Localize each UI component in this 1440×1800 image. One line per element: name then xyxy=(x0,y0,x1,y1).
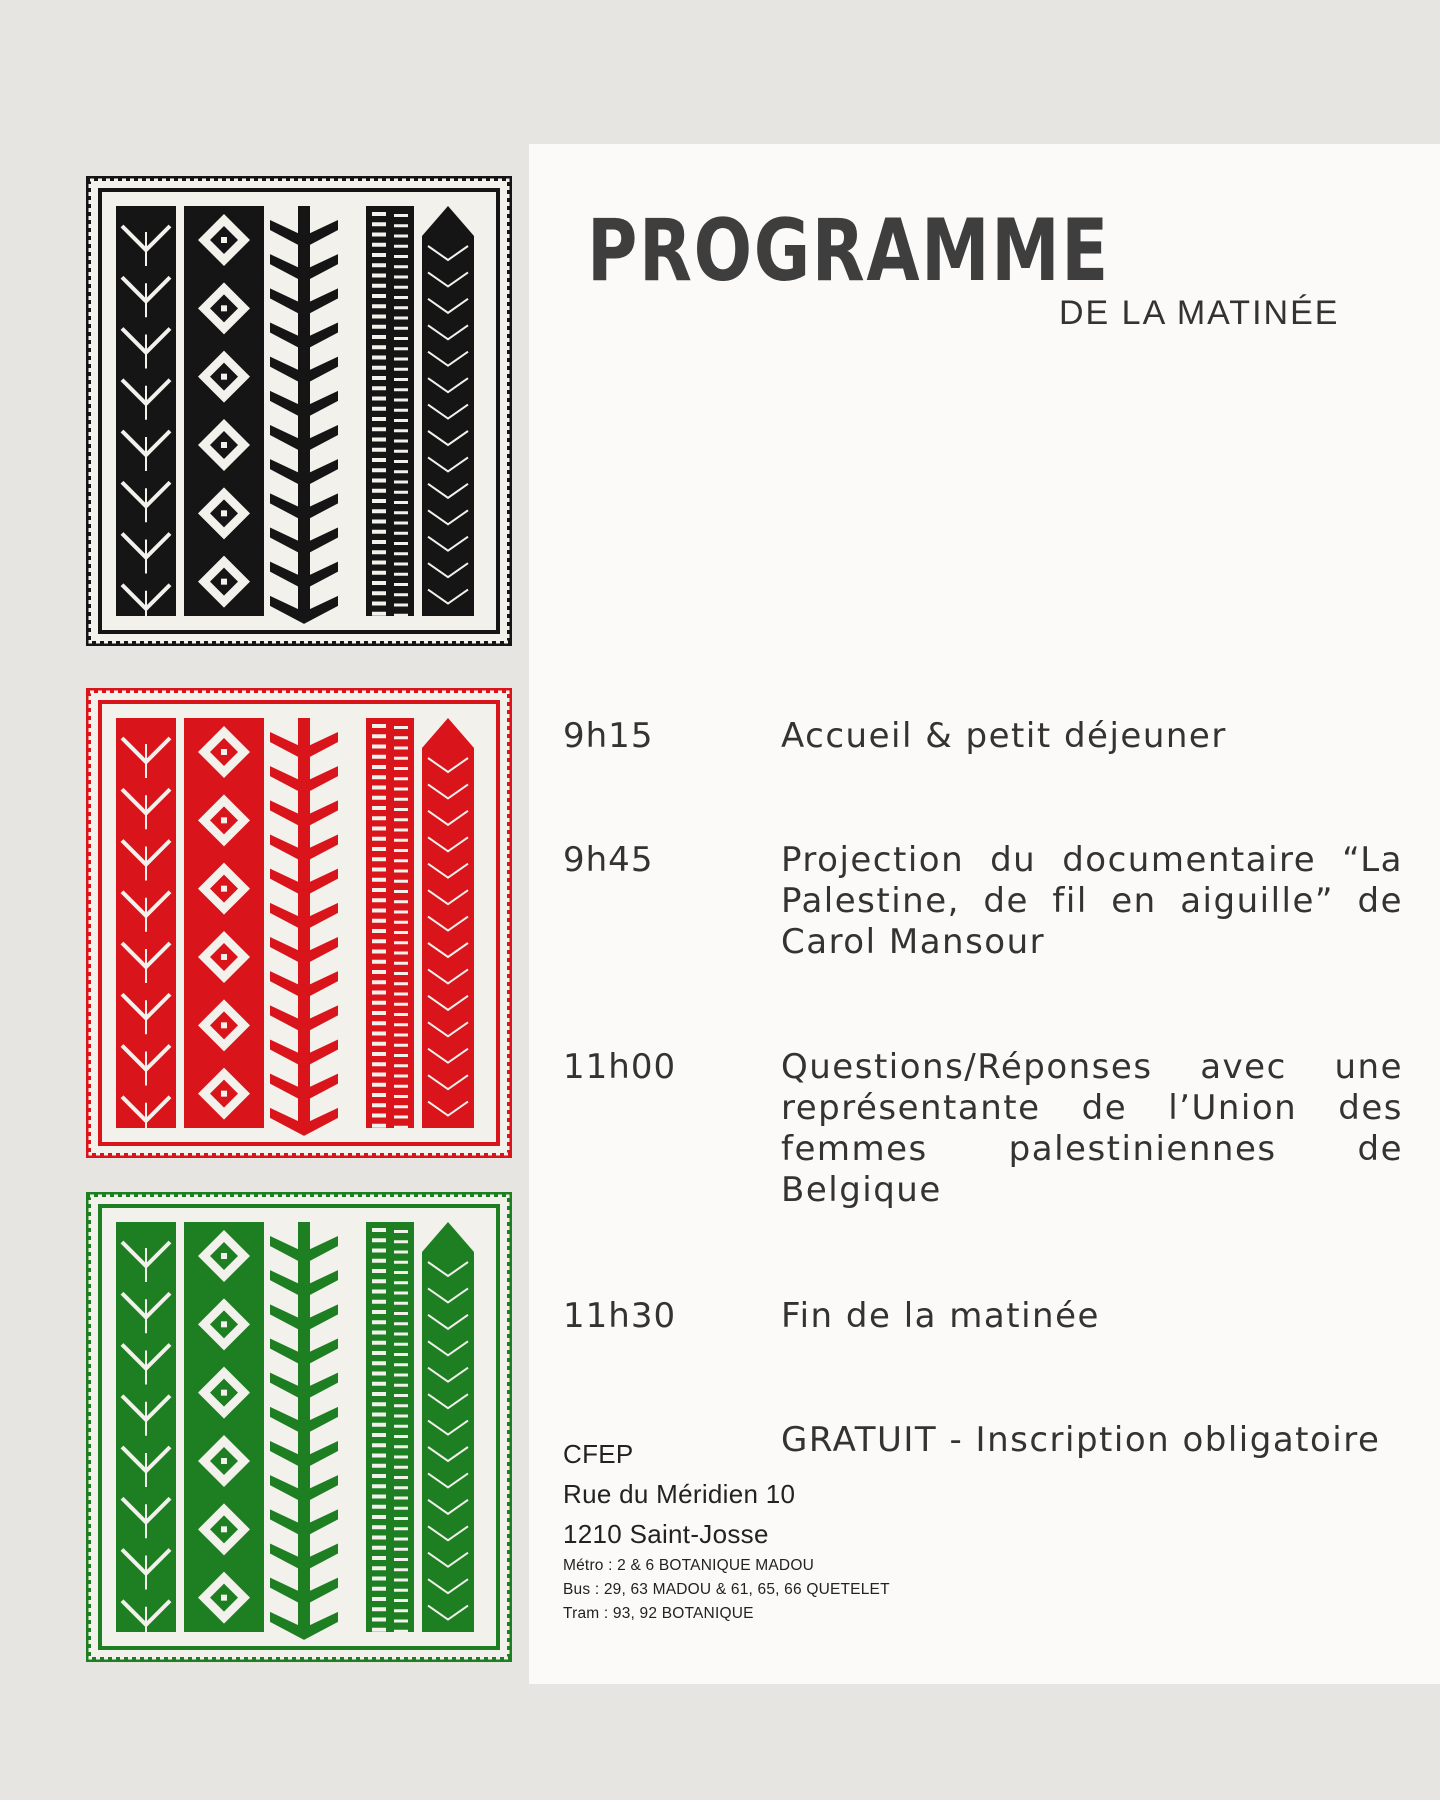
schedule-time: 11h30 xyxy=(563,1296,677,1336)
embroidery-panel-red xyxy=(86,688,512,1158)
embroidery-panels xyxy=(0,0,520,1800)
venue-street: Rue du Méridien 10 xyxy=(563,1479,796,1509)
embroidery-panel-green xyxy=(86,1192,512,1662)
schedule-text: Fin de la matinée xyxy=(781,1296,1100,1336)
schedule-time: 9h15 xyxy=(563,716,654,756)
venue-metro: Métro : 2 & 6 BOTANIQUE MADOU xyxy=(563,1557,814,1574)
page-subtitle: DE LA MATINÉE xyxy=(1059,294,1340,332)
schedule-text: Projection du documentaire “La Palestine, de fil en aiguille” de Carol Mansour xyxy=(781,840,1403,962)
schedule-text: Questions/Réponses avec une représentante de l’Union des femmes palestiniennes de Belgique xyxy=(781,1047,1403,1210)
venue-name: CFEP xyxy=(563,1439,634,1469)
venue-city: 1210 Saint-Josse xyxy=(563,1519,769,1549)
schedule-time: 11h00 xyxy=(563,1047,677,1087)
venue-tram: Tram : 93, 92 BOTANIQUE xyxy=(563,1605,754,1622)
schedule-text: Accueil & petit déjeuner xyxy=(781,716,1227,756)
venue-bus: Bus : 29, 63 MADOU & 61, 65, 66 QUETELET xyxy=(563,1581,890,1598)
venue-info xyxy=(563,1434,890,1626)
registration-text: GRATUIT - Inscription obligatoire xyxy=(781,1420,1381,1460)
embroidery-panel-black xyxy=(86,176,512,646)
programme-card xyxy=(529,144,1440,1684)
page-title: PROGRAMME xyxy=(587,201,1110,301)
schedule-time: 9h45 xyxy=(563,840,654,880)
